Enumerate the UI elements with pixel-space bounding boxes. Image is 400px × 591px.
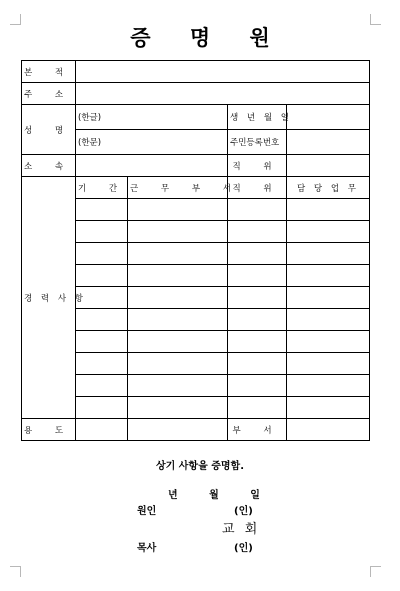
career-position-cell[interactable]	[228, 397, 287, 419]
certify-text: 상기 사항을 증명함.	[155, 461, 245, 472]
address-label: 주 소	[22, 83, 76, 105]
purpose-row	[22, 419, 370, 441]
career-duties-cell[interactable]	[287, 375, 370, 397]
career-position-cell[interactable]	[228, 287, 287, 309]
career-position-cell[interactable]	[228, 375, 287, 397]
career-period-cell[interactable]	[76, 221, 128, 243]
career-header-department: 근 무 부 서	[128, 177, 228, 199]
name-hangul-field[interactable]: (한글)	[76, 105, 228, 130]
career-position-cell[interactable]	[228, 353, 287, 375]
document-title: 증 명 원	[130, 26, 286, 50]
affiliation-row	[22, 155, 370, 177]
department-field[interactable]	[287, 419, 370, 441]
career-position-cell[interactable]	[228, 199, 287, 221]
career-department-cell[interactable]	[128, 243, 228, 265]
career-period-cell[interactable]	[76, 375, 128, 397]
career-label: 경 력 사 항	[22, 177, 76, 419]
domicile-row	[22, 61, 370, 83]
career-department-cell[interactable]	[128, 397, 228, 419]
career-position-cell[interactable]	[228, 309, 287, 331]
church-name: 교 회	[222, 522, 261, 537]
career-duties-cell[interactable]	[287, 243, 370, 265]
career-period-cell[interactable]	[76, 397, 128, 419]
career-duties-cell[interactable]	[287, 265, 370, 287]
name-label: 성 명	[22, 105, 76, 155]
career-duties-cell[interactable]	[287, 287, 370, 309]
career-position-cell[interactable]	[228, 265, 287, 287]
affiliation-field[interactable]	[76, 155, 228, 177]
applicant-label: 원인	[137, 506, 157, 517]
certificate-form-table	[21, 60, 370, 441]
career-period-cell[interactable]	[76, 353, 128, 375]
career-header-position: 직 위	[228, 177, 287, 199]
address-row	[22, 83, 370, 105]
career-period-cell[interactable]	[76, 265, 128, 287]
career-duties-cell[interactable]	[287, 221, 370, 243]
career-header-row	[22, 177, 370, 199]
purpose-label: 용 도	[22, 419, 76, 441]
career-duties-cell[interactable]	[287, 199, 370, 221]
position-field[interactable]	[287, 155, 370, 177]
crop-mark-bottom-left	[10, 566, 21, 577]
career-duties-cell[interactable]	[287, 309, 370, 331]
career-department-cell[interactable]	[128, 287, 228, 309]
career-department-cell[interactable]	[128, 221, 228, 243]
purpose-field-2[interactable]	[128, 419, 228, 441]
name-hanja-field[interactable]: (한문)	[76, 130, 228, 155]
career-duties-cell[interactable]	[287, 397, 370, 419]
career-header-duties: 담 당 업 무	[287, 177, 370, 199]
seal-mark-1: (인)	[234, 506, 253, 517]
career-header-period: 기 간	[76, 177, 128, 199]
career-department-cell[interactable]	[128, 375, 228, 397]
career-position-cell[interactable]	[228, 221, 287, 243]
career-period-cell[interactable]	[76, 199, 128, 221]
career-department-cell[interactable]	[128, 331, 228, 353]
career-period-cell[interactable]	[76, 243, 128, 265]
career-duties-cell[interactable]	[287, 353, 370, 375]
resident-id-field[interactable]	[287, 130, 370, 155]
career-period-cell[interactable]	[76, 331, 128, 353]
pastor-label: 목사	[137, 543, 157, 554]
purpose-field[interactable]	[76, 419, 128, 441]
career-department-cell[interactable]	[128, 265, 228, 287]
crop-mark-bottom-right	[370, 566, 381, 577]
career-department-cell[interactable]	[128, 353, 228, 375]
domicile-label: 본 적	[22, 61, 76, 83]
domicile-field[interactable]	[76, 61, 370, 83]
birth-date-label: 생 년 월 일	[228, 105, 287, 130]
birth-date-field[interactable]	[287, 105, 370, 130]
career-position-cell[interactable]	[228, 331, 287, 353]
career-position-cell[interactable]	[228, 243, 287, 265]
career-department-cell[interactable]	[128, 309, 228, 331]
address-field[interactable]	[76, 83, 370, 105]
affiliation-label: 소 속	[22, 155, 76, 177]
career-department-cell[interactable]	[128, 199, 228, 221]
career-period-cell[interactable]	[76, 309, 128, 331]
resident-id-label: 주민등록번호	[228, 130, 287, 155]
date-line: 년 월 일	[168, 490, 274, 501]
department-label: 부 서	[228, 419, 287, 441]
position-label: 직 위	[228, 155, 287, 177]
career-duties-cell[interactable]	[287, 331, 370, 353]
name-row-hangul	[22, 105, 370, 130]
seal-mark-2: (인)	[234, 543, 253, 554]
